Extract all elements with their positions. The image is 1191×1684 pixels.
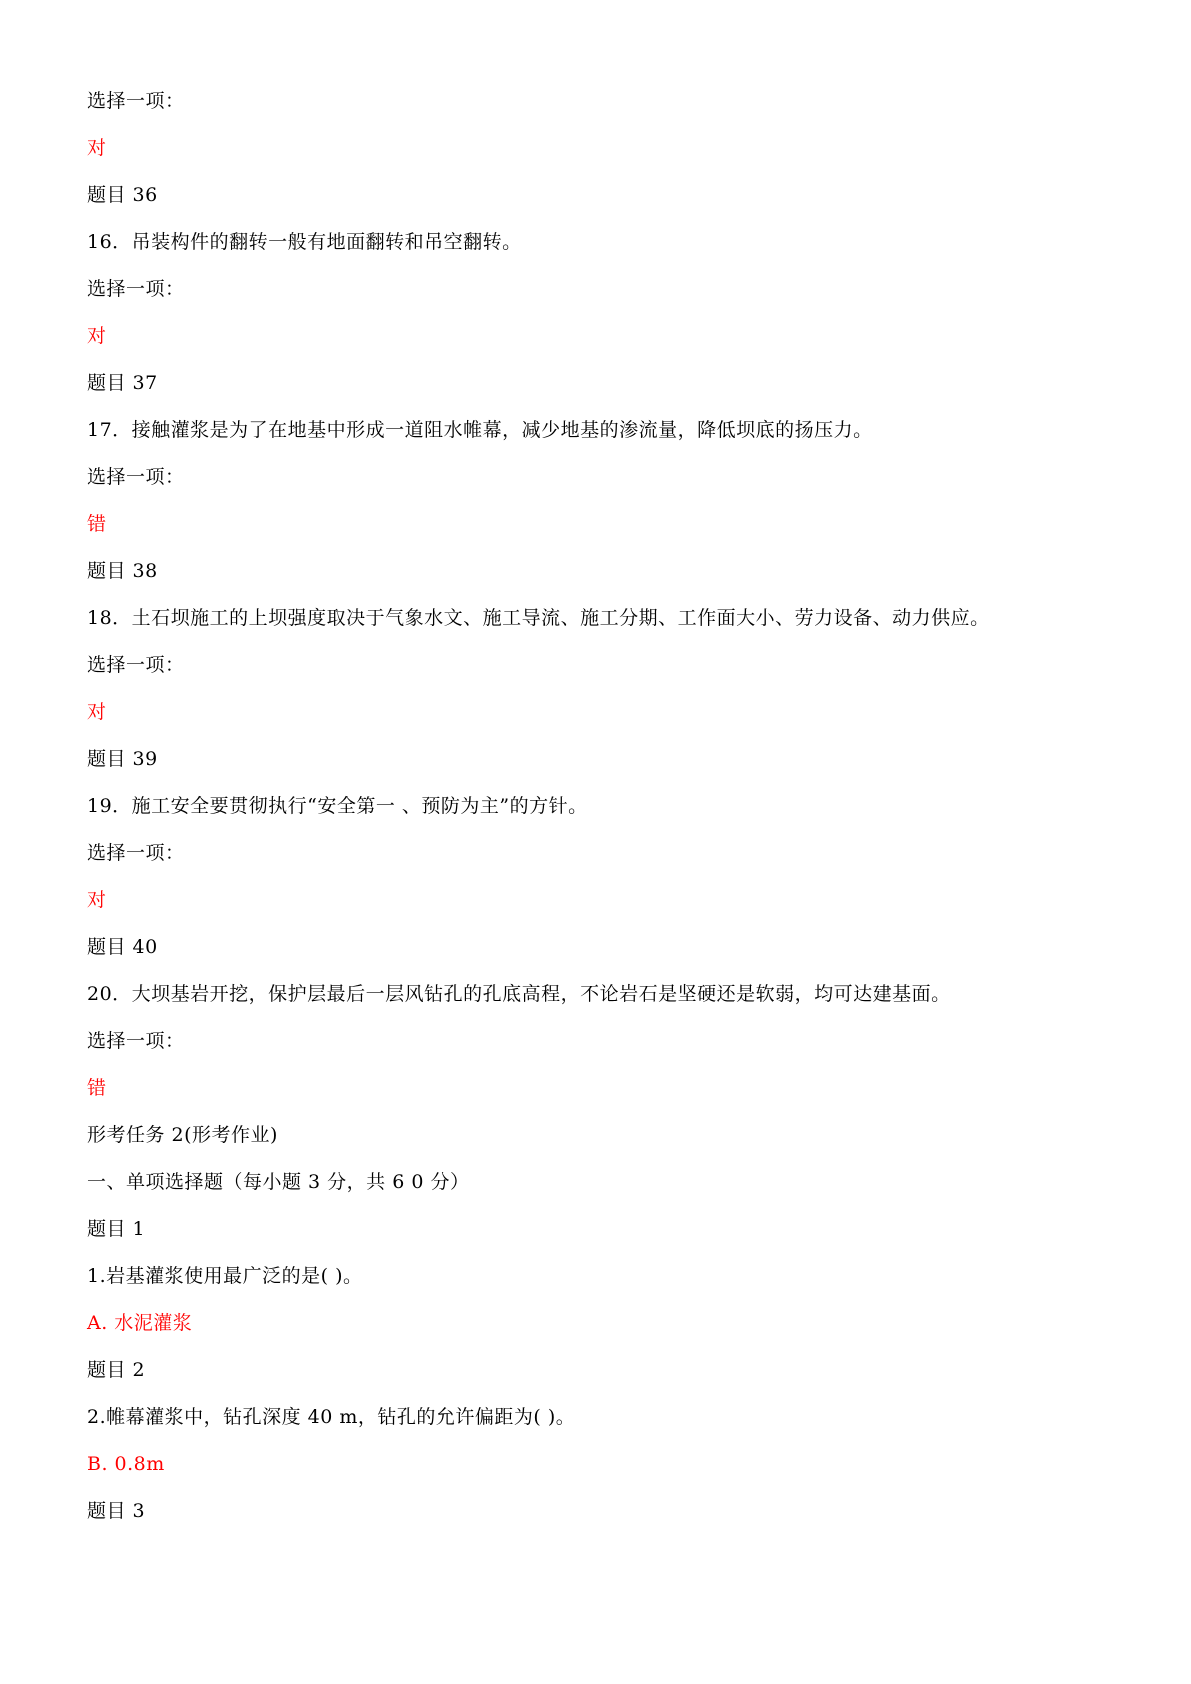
section-title: 形考任务 2(形考作业) bbox=[87, 1124, 278, 1146]
answer-text: 错 bbox=[87, 1077, 107, 1099]
question-text: 20．大坝基岩开挖，保护层最后一层风钻孔的孔底高程，不论岩石是坚硬还是软弱，均可达建基面。 bbox=[87, 983, 951, 1005]
question-number: 题目 36 bbox=[87, 184, 158, 206]
question-text: 16．吊装构件的翻转一般有地面翻转和吊空翻转。 bbox=[87, 231, 522, 253]
answer-text: 错 bbox=[87, 513, 107, 535]
choice-prompt: 选择一项： bbox=[87, 90, 185, 112]
answer-text: A. 水泥灌浆 bbox=[87, 1312, 193, 1334]
question-text: 17．接触灌浆是为了在地基中形成一道阻水帷幕，减少地基的渗流量，降低坝底的扬压力。 bbox=[87, 419, 873, 441]
question-number: 题目 38 bbox=[87, 560, 158, 582]
question-number: 题目 2 bbox=[87, 1359, 146, 1381]
answer-text: 对 bbox=[87, 701, 107, 723]
choice-prompt: 选择一项： bbox=[87, 654, 185, 676]
answer-text: B. 0.8m bbox=[87, 1453, 165, 1475]
question-number: 题目 3 bbox=[87, 1500, 146, 1522]
answer-text: 对 bbox=[87, 889, 107, 911]
choice-prompt: 选择一项： bbox=[87, 466, 185, 488]
question-number: 题目 37 bbox=[87, 372, 158, 394]
question-number: 题目 1 bbox=[87, 1218, 146, 1240]
choice-prompt: 选择一项： bbox=[87, 1030, 185, 1052]
question-text: 19．施工安全要贯彻执行“安全第一 、预防为主”的方针。 bbox=[87, 795, 588, 817]
question-number: 题目 40 bbox=[87, 936, 158, 958]
question-text: 1.岩基灌浆使用最广泛的是( )。 bbox=[87, 1265, 363, 1287]
choice-prompt: 选择一项： bbox=[87, 842, 185, 864]
answer-text: 对 bbox=[87, 137, 107, 159]
question-text: 18．土石坝施工的上坝强度取决于气象水文、施工导流、施工分期、工作面大小、劳力设备、动力供应。 bbox=[87, 607, 990, 629]
section-subtitle: 一、单项选择题（每小题 3 分，共 6 0 分） bbox=[87, 1171, 470, 1193]
question-text: 2.帷幕灌浆中，钻孔深度 40 m，钻孔的允许偏距为( )。 bbox=[87, 1406, 576, 1428]
choice-prompt: 选择一项： bbox=[87, 278, 185, 300]
answer-text: 对 bbox=[87, 325, 107, 347]
question-number: 题目 39 bbox=[87, 748, 158, 770]
